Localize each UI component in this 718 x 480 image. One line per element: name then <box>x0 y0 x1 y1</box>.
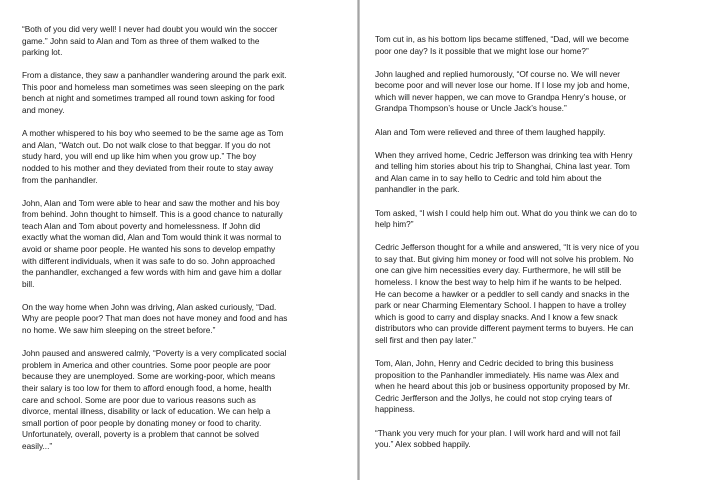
paragraph: Tom asked, “I wish I could help him out. What do you think we can do to help him?” <box>375 208 637 230</box>
right-page <box>360 0 718 480</box>
paragraph: John, Alan and Tom were able to hear and saw the mother and his boy from behind. John thought to himself. This is a good chance to naturally teach Alan and Tom about poverty and homelessness. If John did exactly what the woman did, Alan and Tom would think it was normal to avoid or shame poor people. He wanted his sons to develop empathy with different individuals, when it was safe to do so. John approached the panhandler, exchanged a few words with him and gave him a dollar bill. <box>22 198 283 289</box>
paragraph: Tom cut in, as his bottom lips became stiffened, “Dad, will we become poor one day? Is it possible that we might lose our home?” <box>375 35 629 56</box>
paragraph: Cedric Jefferson thought for a while and answered, “It is very nice of you to say that. But giving him money or food will not solve his problem. No one can give him necessities every day. Furthermore, he will still be homeless. I know the best way to help him if he wants to be helped. He can become a hawker or a peddler to sell candy and snacks in the park or near Charming Elementary School. I happen to have a trolley which is good to carry and display snacks. And I know a few snack distributors who can provide different payment terms to buyers. He can sell first and then pay later.” <box>375 243 639 345</box>
paragraph: Alan and Tom were relieved and three of them laughed happily. <box>375 127 606 137</box>
paragraph: When they arrived home, Cedric Jefferson was drinking tea with Henry and telling him stories about his trip to Shanghai, China last year. Tom and Alan came in to say hello to Cedric and told him about the panhandler in the park. <box>375 150 633 195</box>
paragraph: On the way home when John was driving, Alan asked curiously, “Dad. Why are people poor? That man does not have money and food and has no home. We saw him sleeping on the street before.” <box>22 302 288 336</box>
paragraph: “Thank you very much for your plan. I will work hard and will not fail you.” Alex sobbed happily. <box>375 428 621 450</box>
paragraph: Tom, Alan, John, Henry and Cedric decided to bring this business proposition to the Panhandler immediately. His name was Alex and when he heard about this job or business opportunity proposed by Mr. Cedric Jerfferson and the Jollys, he could not stop crying tears of happiness. <box>375 359 630 415</box>
paragraph: A mother whispered to his boy who seemed to be the same age as Tom and Alan, “Watch out. Do not walk close to that beggar. If you do not study hard, you will end up like him when you grow up.” The boy nodded to his mother and they deviated from their route to stay away from the panhandler. <box>22 129 284 185</box>
left-page <box>0 0 358 480</box>
paragraph: John paused and answered calmly, “Poverty is a very complicated social problem in America and other countries. Some poor people are poor because they are unemployed. Some are working-poor, which means their salary is too low for them to afford enough food, a home, health care and school. Some are poor due to various reasons such as divorce, mental illness, disability or lack of education. We can help a small portion of poor people by donating money or food to charity. Unfortunately, overall, poverty is a problem that cannot be solved easily...” <box>22 349 287 451</box>
paragraph: “Both of you did very well! I never had doubt you would win the soccer game.” John said to Alan and Tom as three of them walked to the parking lot. <box>22 25 278 58</box>
paragraph: John laughed and replied humorously, “Of course no. We will never become poor and will never lose our home. If I lose my job and home, which will never happen, we can move to Grandpa Henry’s house, or Grandpa Thompson’s house or Uncle Jack’s house.” <box>375 69 630 114</box>
paragraph: From a distance, they saw a panhandler wandering around the park exit. This poor and homeless man sometimes was seen sleeping on the park bench at night and sometimes tramped all round town asking for food and money. <box>22 71 287 116</box>
